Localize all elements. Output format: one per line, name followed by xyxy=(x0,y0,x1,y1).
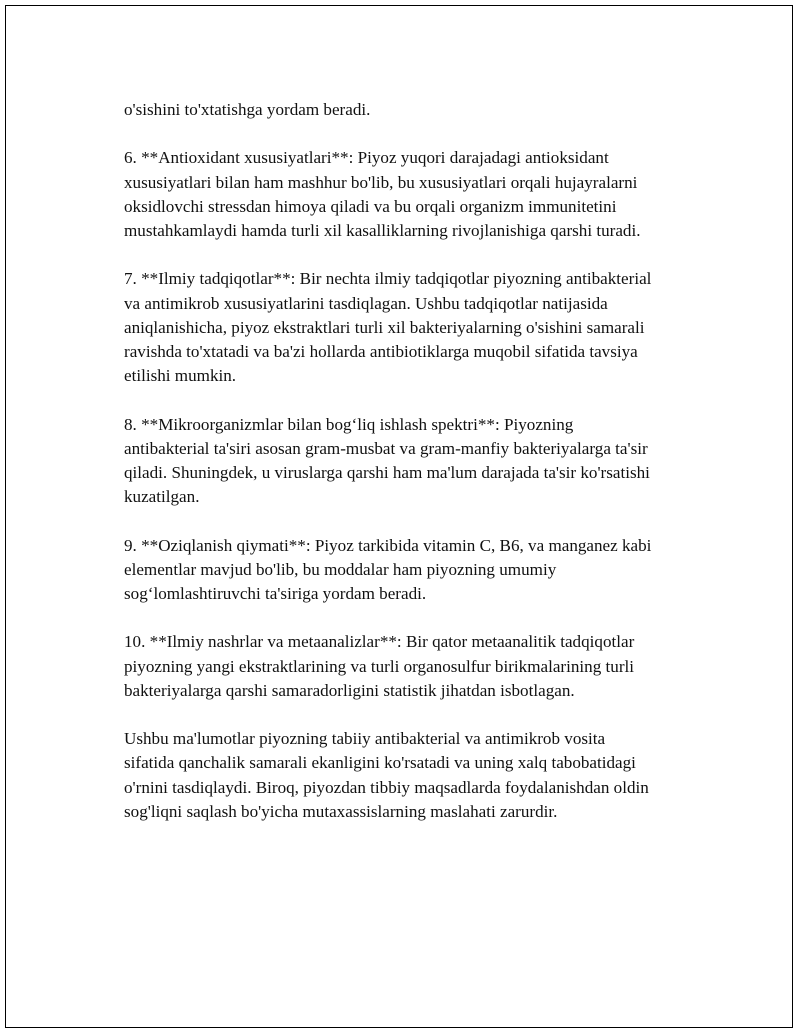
paragraph-conclusion: Ushbu ma'lumotlar piyozning tabiiy antibakterial va antimikrob vosita sifatida qanchalik samarali ekanligini ko'rsatadi va uning xalq tabobatidagi o'rnini tasdiqlaydi. Biroq, piyozdan tibbiy maqsadlarda foydalanishdan oldin sog'liqni saqlash bo'yicha mutaxassislarning maslahati zarurdir. xyxy=(124,729,649,821)
paragraph-microorganism-spectrum: 8. **Mikroorganizmlar bilan bog‘liq ishlash spektri**: Piyozning antibakterial ta'siri asosan gram-musbat va gram-manfiy bakteriyalarga ta'sir qiladi. Shuningdek, u viruslarga qarshi ham ma'lum darajada ta'sir ko'rsatishi kuzatilgan. xyxy=(124,414,650,507)
document-body xyxy=(124,98,699,848)
paragraph-nutrition-value: 9. **Oziqlanish qiymati**: Piyoz tarkibida vitamin C, B6, va manganez kabi elementlar mavjud bo'lib, bu moddalar ham piyozning umumiy sog‘lomlashtiruvchi ta'siriga yordam beradi. xyxy=(124,535,652,603)
page-frame xyxy=(5,5,793,1028)
paragraph-antioxidant: 6. **Antioxidant xususiyatlari**: Piyoz yuqori darajadagi antioksidant xususiyatlari bilan ham mashhur bo'lib, bu xususiyatlari orqali hujayralarni oksidlovchi stressdan himoya qiladi va bu orqali organizm immunitetini mustahkamlaydi hamda turli xil kasalliklarning rivojlanishiga qarshi turadi. xyxy=(124,148,641,240)
paragraph-continuation: o'sishini to'xtatishga yordam beradi. xyxy=(124,100,371,119)
paragraph-scientific-research: 7. **Ilmiy tadqiqotlar**: Bir nechta ilmiy tadqiqotlar piyozning antibakterial va antimikrob xususiyatlarini tasdiqlagan. Ushbu tadqiqotlar natijasida aniqlanishicha, piyoz ekstraktlari turli xil bakteriyalarning o'sishini samarali ravishda to'xtatadi va ba'zi hollarda antibiotiklarga muqobil sifatida tavsiya etilishi mumkin. xyxy=(124,269,652,386)
paragraph-meta-analyses: 10. **Ilmiy nashrlar va metaanalizlar**: Bir qator metaanalitik tadqiqotlar piyozning yangi ekstraktlarining va turli organosulfur birikmalarining turli bakteriyalarga qarshi samaradorligini statistik jihatdan isbotlagan. xyxy=(124,632,635,700)
